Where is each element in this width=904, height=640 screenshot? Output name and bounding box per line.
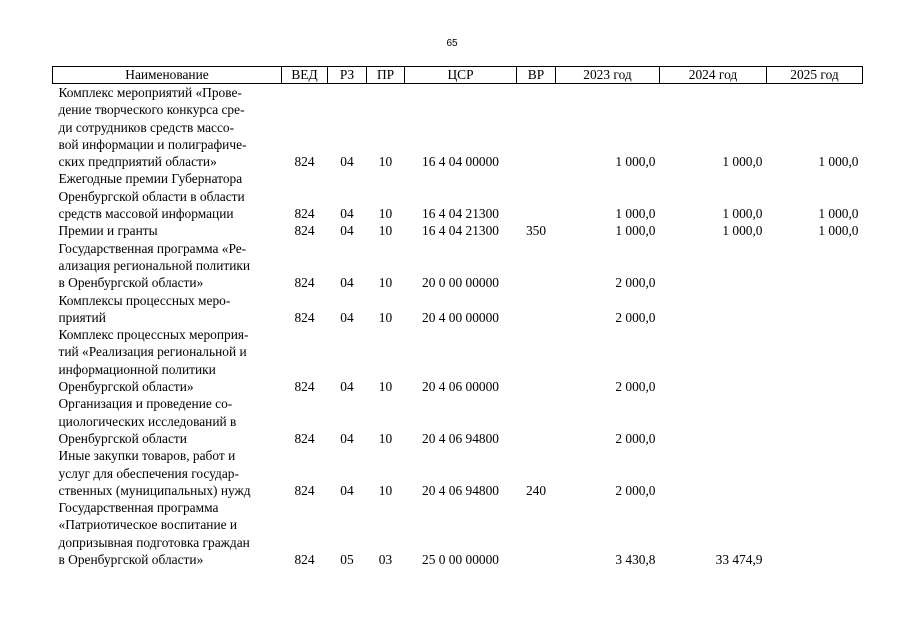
cell-csr: 20 4 00 00000 xyxy=(422,309,499,325)
cell-2024: 1 000,0 xyxy=(722,223,763,239)
cell-2023: 2 000,0 xyxy=(615,275,656,291)
cell-pr: 10 xyxy=(378,430,393,446)
table-row xyxy=(53,240,863,292)
cell-2023: 2 000,0 xyxy=(615,430,656,446)
cell-name xyxy=(53,292,282,327)
table-row xyxy=(53,222,863,239)
cell-ved: 824 xyxy=(294,275,315,291)
table-row xyxy=(53,170,863,222)
cell-pr: 10 xyxy=(378,223,393,239)
cell-2025 xyxy=(767,395,863,447)
cell-name xyxy=(53,499,282,568)
cell-ved: 824 xyxy=(294,552,315,568)
row-name-line: ственных (муниципальных) нужд xyxy=(58,482,251,498)
cell-2025: 1 000,0 xyxy=(818,154,859,170)
cell-vr xyxy=(517,292,556,327)
row-name-line: информационной политики xyxy=(58,361,216,377)
cell-vr xyxy=(517,499,556,568)
row-name-line: приятий xyxy=(58,309,106,325)
cell-csr: 16 4 04 00000 xyxy=(422,154,499,170)
cell-2024 xyxy=(660,240,767,292)
cell-pr: 10 xyxy=(378,482,393,498)
row-name-line: Ежегодные премии Губернатора xyxy=(58,171,243,187)
cell-vr xyxy=(517,395,556,447)
cell-2023: 2 000,0 xyxy=(615,482,656,498)
row-name-line: Премии и гранты xyxy=(58,223,158,239)
cell-ved: 824 xyxy=(294,379,315,395)
col-header-2025: 2025 год xyxy=(767,67,863,84)
cell-2023: 2 000,0 xyxy=(615,309,656,325)
row-name-line: допризывная подготовка граждан xyxy=(58,534,250,550)
row-name-line: Комплекс процессных мероприя- xyxy=(58,327,249,343)
row-name-line: ских предприятий области» xyxy=(58,154,217,170)
table-row xyxy=(53,447,863,499)
cell-ved: 824 xyxy=(294,309,315,325)
cell-2025 xyxy=(767,499,863,568)
row-name-line: Государственная программа xyxy=(58,500,219,516)
budget-table xyxy=(52,66,863,568)
cell-2025 xyxy=(767,447,863,499)
cell-ved: 824 xyxy=(294,154,315,170)
cell-rz: 04 xyxy=(340,482,354,498)
cell-name xyxy=(53,447,282,499)
cell-pr: 10 xyxy=(378,309,393,325)
cell-vr: 240 xyxy=(525,482,547,498)
cell-2024: 1 000,0 xyxy=(722,206,763,222)
col-header-2023: 2023 год xyxy=(556,67,660,84)
cell-2025: 1 000,0 xyxy=(818,223,859,239)
cell-name xyxy=(53,326,282,395)
row-name-line: Комплекс мероприятий «Прове- xyxy=(58,85,242,100)
cell-2025 xyxy=(767,326,863,395)
cell-ved: 824 xyxy=(294,223,315,239)
cell-rz: 04 xyxy=(340,379,354,395)
table-row xyxy=(53,395,863,447)
cell-name xyxy=(53,395,282,447)
row-name-line: циологических исследований в xyxy=(58,413,237,429)
col-header-name: Наименование xyxy=(53,67,282,84)
table-body xyxy=(53,84,863,569)
cell-pr: 03 xyxy=(378,552,393,568)
cell-name xyxy=(53,240,282,292)
cell-ved: 824 xyxy=(294,482,315,498)
row-name-line: Оренбургской области в области xyxy=(58,188,245,204)
col-header-pr: ПР xyxy=(367,67,405,84)
cell-2024: 33 474,9 xyxy=(715,552,763,568)
table-row xyxy=(53,499,863,568)
cell-2025 xyxy=(767,292,863,327)
cell-name xyxy=(53,222,282,239)
row-name-line: Иные закупки товаров, работ и xyxy=(58,448,236,464)
cell-rz: 04 xyxy=(340,223,354,239)
row-name-line: услуг для обеспечения государ- xyxy=(58,465,239,481)
cell-name xyxy=(53,84,282,171)
cell-2024 xyxy=(660,292,767,327)
cell-csr: 16 4 04 21300 xyxy=(422,223,499,239)
cell-csr: 20 0 00 00000 xyxy=(422,275,499,291)
cell-rz: 04 xyxy=(340,154,354,170)
cell-rz: 04 xyxy=(340,206,354,222)
cell-2024 xyxy=(660,326,767,395)
row-name-line: Оренбургской области» xyxy=(58,379,194,395)
row-name-line: дение творческого конкурса сре- xyxy=(58,102,245,118)
cell-csr: 16 4 04 21300 xyxy=(422,206,499,222)
cell-2023: 1 000,0 xyxy=(615,154,656,170)
col-header-csr: ЦСР xyxy=(405,67,517,84)
col-header-rz: РЗ xyxy=(328,67,367,84)
row-name-line: в Оренбургской области» xyxy=(58,552,204,568)
row-name-line: Оренбургской области xyxy=(58,430,187,446)
table-row xyxy=(53,292,863,327)
cell-2023: 2 000,0 xyxy=(615,379,656,395)
row-name-line: тий «Реализация региональной и xyxy=(58,344,247,360)
cell-csr: 25 0 00 00000 xyxy=(422,552,499,568)
cell-ved: 824 xyxy=(294,430,315,446)
cell-2023: 3 430,8 xyxy=(615,552,656,568)
cell-rz: 04 xyxy=(340,309,354,325)
row-name-line: в Оренбургской области» xyxy=(58,275,204,291)
cell-rz: 04 xyxy=(340,275,354,291)
cell-2025 xyxy=(767,240,863,292)
row-name-line: вой информации и полиграфиче- xyxy=(58,136,247,152)
cell-vr: 350 xyxy=(525,223,547,239)
cell-vr xyxy=(517,84,556,171)
cell-pr: 10 xyxy=(378,154,393,170)
cell-2024: 1 000,0 xyxy=(722,154,763,170)
cell-vr xyxy=(517,240,556,292)
col-header-ved: ВЕД xyxy=(282,67,328,84)
row-name-line: Государственная программа «Ре- xyxy=(58,240,247,256)
cell-ved: 824 xyxy=(294,206,315,222)
row-name-line: ализация региональной политики xyxy=(58,257,251,273)
cell-rz: 04 xyxy=(340,430,354,446)
cell-pr: 10 xyxy=(378,206,393,222)
cell-pr: 10 xyxy=(378,379,393,395)
cell-2023: 1 000,0 xyxy=(615,206,656,222)
cell-pr: 10 xyxy=(378,275,393,291)
cell-csr: 20 4 06 94800 xyxy=(422,430,499,446)
cell-vr xyxy=(517,326,556,395)
cell-rz: 05 xyxy=(340,552,354,568)
table-header-row xyxy=(53,67,863,84)
cell-csr: 20 4 06 00000 xyxy=(422,379,499,395)
cell-name xyxy=(53,170,282,222)
cell-2024 xyxy=(660,447,767,499)
row-name-line: ди сотрудников средств массо- xyxy=(58,119,235,135)
cell-vr xyxy=(517,170,556,222)
table-row xyxy=(53,84,863,171)
row-name-line: Организация и проведение со- xyxy=(58,396,233,412)
col-header-2024: 2024 год xyxy=(660,67,767,84)
row-name-line: Комплексы процессных меро- xyxy=(58,292,231,308)
row-name-line: «Патриотическое воспитание и xyxy=(58,517,238,533)
cell-2024 xyxy=(660,395,767,447)
cell-2023: 1 000,0 xyxy=(615,223,656,239)
cell-2025: 1 000,0 xyxy=(818,206,859,222)
page-number: 65 xyxy=(446,38,458,49)
cell-csr: 20 4 06 94800 xyxy=(422,482,499,498)
table-row xyxy=(53,326,863,395)
col-header-vr: ВР xyxy=(517,67,556,84)
row-name-line: средств массовой информации xyxy=(58,206,234,222)
